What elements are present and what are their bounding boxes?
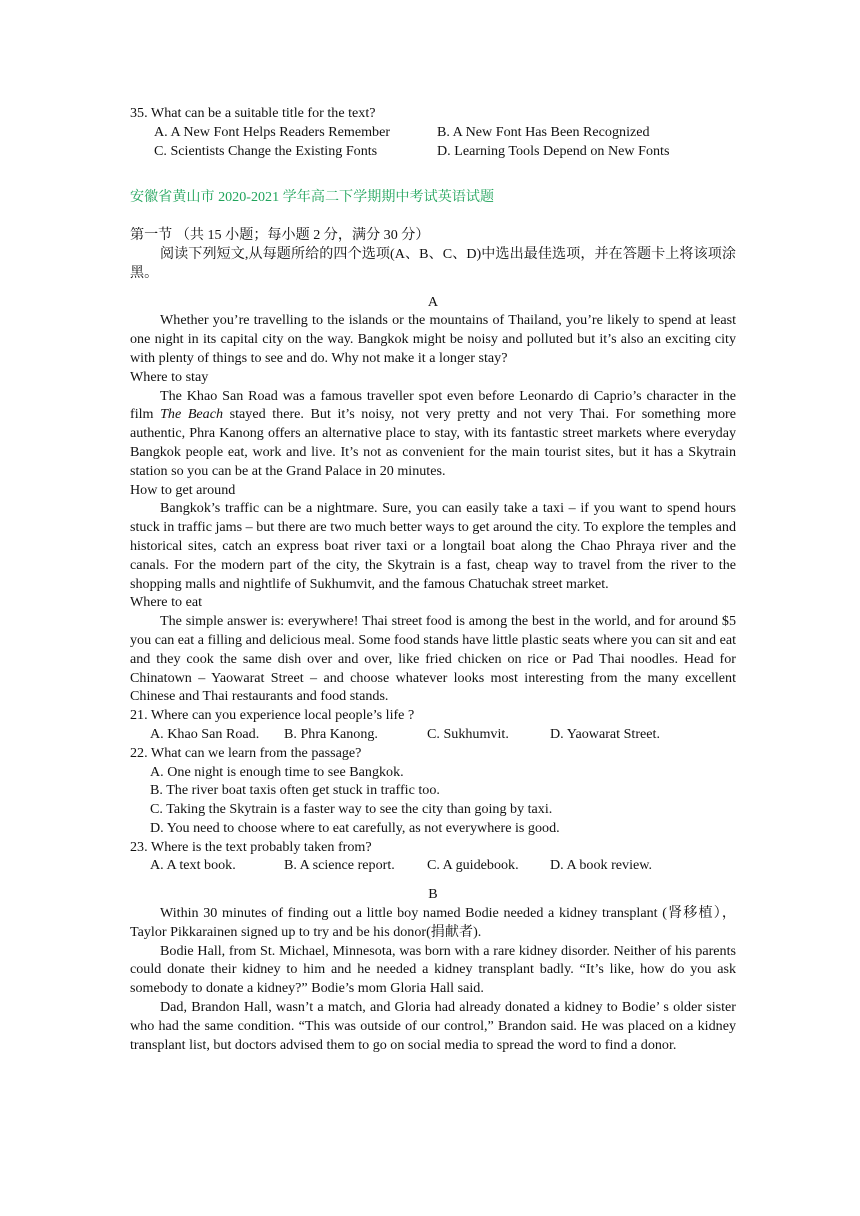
option-a: A. A text book.: [150, 857, 236, 874]
option-row: [130, 123, 736, 142]
passage-a-stay: [130, 387, 736, 481]
stay-text-2: stayed there. But it’s noisy, not very pretty and not very Thai. For something more authentic, Phra Kanong offers an alternative place to stay, with its fantastic street markets where everyday Bangkok people eat, work and live. It’s not as convenient for the main tourist sites, but it has a Skytrain station so you can be at the Grand Palace in 20 minutes.: [130, 406, 736, 479]
option-a: A. Khao San Road.: [150, 725, 260, 742]
option-b: B. The river boat taxis often get stuck in traffic too.: [150, 782, 440, 799]
passage-a-around: Bangkok’s traffic can be a nightmare. Sure, you can easily take a taxi – if you want to spend hours stuck in traffic jams – but there are two much better ways to get around the city. To explore the temples and historical sites, catch an express boat river taxi or a longtail boat along the Chao Phraya river and the canals. For the modern part of the city, the Skytrain is a fast, cheap way to travel from the river to the shopping malls and nightlife of Sukhumvit, and the famous Chatuchak street market.: [130, 500, 736, 592]
question-35: [130, 104, 736, 160]
question-stem: 21. Where can you experience local people’s life ?: [130, 707, 415, 724]
passage-a-label: A: [427, 293, 439, 310]
passage-b-paragraph-2: Bodie Hall, from St. Michael, Minnesota, was born with a rare kidney disorder. Neither of his parents could donate their kidney to him and he needed a kidney transplant badly. “It’s like, how do you ask somebody to donate a kidney?” Bodie’s mom Gloria Hall said.: [130, 942, 736, 997]
option-row: [130, 725, 736, 744]
subheading-how-to-get-around: How to get around: [130, 481, 236, 498]
film-title: The Beach: [160, 406, 224, 423]
option-d: D. You need to choose where to eat carefully, as not everywhere is good.: [150, 819, 560, 836]
option-b: B. A science report.: [284, 857, 395, 874]
question-22: [130, 744, 736, 838]
option-a: A. A New Font Helps Readers Remember: [154, 123, 391, 140]
question-21: [130, 706, 736, 744]
stay-text-1: The Khao San Road was a famous traveller spot even before Leonardo di Caprio’s character in the film: [130, 387, 736, 423]
option-c: C. Scientists Change the Existing Fonts: [154, 142, 378, 159]
passage-a-eat: The simple answer is: everywhere! Thai street food is among the best in the world, and for around $5 you can eat a filling and delicious meal. Some food stands have little plastic seats where you can sit and eat and they cook the same dish over and over, like fried chicken on rice or Pad Thai noodles. Head for Chinatown – Yaowarat Street – and choose whatever looks most interesting from the many excellent Chinese and Thai restaurants and food stands.: [130, 613, 736, 705]
option-b: B. Phra Kanong.: [284, 725, 378, 742]
subheading-where-to-eat: Where to eat: [130, 594, 202, 611]
question-stem: 23. Where is the text probably taken from?: [130, 838, 372, 855]
option-a: A. One night is enough time to see Bangkok.: [150, 763, 404, 780]
exam-title: 安徽省黄山市 2020-2021 学年高二下学期期中考试英语试题: [130, 189, 495, 206]
option-row: [130, 142, 736, 161]
option-c: C. Sukhumvit.: [427, 725, 509, 742]
section-heading: 第一节 （共 15 小题；每小题 2 分，满分 30 分）: [130, 227, 430, 244]
option-c: C. A guidebook.: [427, 857, 519, 874]
passage-b-label: B: [428, 886, 438, 903]
question-23: [130, 838, 736, 876]
instructions: 阅读下列短文,从每题所给的四个选项(A、B、C、D)中选出最佳选项，并在答题卡上将该项涂黑。: [130, 245, 736, 281]
option-d: D. A book review.: [550, 857, 653, 874]
passage-a-intro: Whether you’re travelling to the islands or the mountains of Thailand, you’re likely to spend at least one night in its capital city on the way. Bangkok might be noisy and polluted but it’s also an exciting city with plenty of things to see and do. Why not make it a longer stay?: [130, 312, 736, 366]
passage-b-paragraph-3: Dad, Brandon Hall, wasn’t a match, and Gloria had already donated a kidney to Bodie’ s older sister who had the same condition. “This was outside of our control,” Brandon said. He was placed on a kidney transplant list, but doctors advised them to go on social media to spread the word to find a donor.: [130, 999, 736, 1053]
option-c: C. Taking the Skytrain is a faster way to see the city than going by taxi.: [150, 801, 553, 818]
document-page: [130, 104, 736, 1054]
option-b: B. A New Font Has Been Recognized: [437, 123, 650, 140]
option-d: D. Yaowarat Street.: [550, 725, 660, 742]
option-row: [130, 856, 736, 875]
question-stem: 22. What can we learn from the passage?: [130, 744, 362, 761]
question-stem: 35. What can be a suitable title for the text?: [130, 105, 376, 121]
subheading-where-to-stay: Where to stay: [130, 368, 209, 385]
passage-b-paragraph-1: Within 30 minutes of finding out a little boy named Bodie needed a kidney transplant (肾移植），Taylor Pikkarainen signed up to try and be his donor(捐献者).: [130, 905, 736, 940]
option-d: D. Learning Tools Depend on New Fonts: [437, 142, 670, 159]
